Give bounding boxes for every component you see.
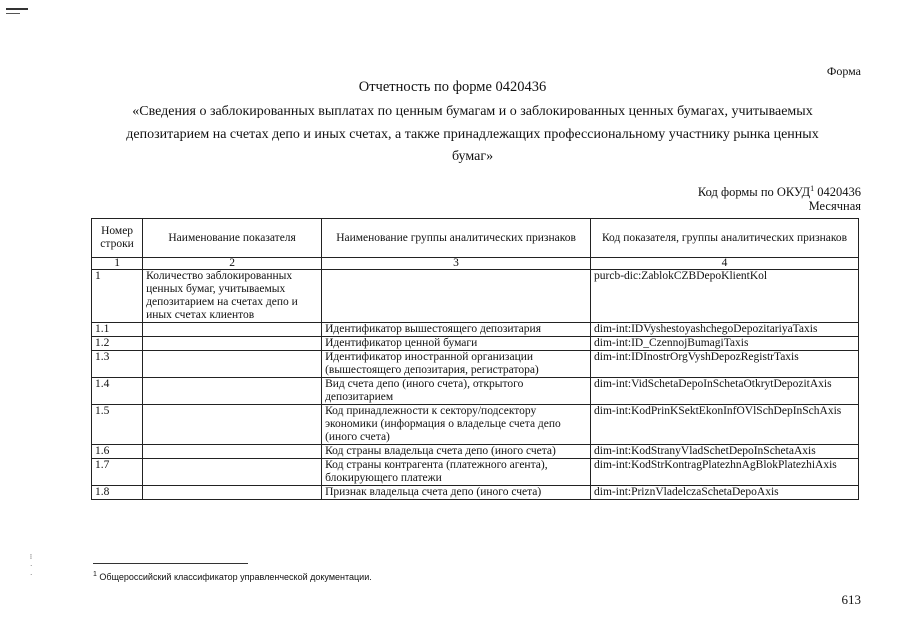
row-number: 1.1 [92, 323, 143, 337]
okud-code-line [698, 181, 861, 200]
footnote-divider [93, 563, 248, 564]
periodicity: Месячная [808, 199, 861, 213]
row-indicator [143, 459, 322, 486]
row-group: Идентификатор иностранной организации (вышестоящего депозитария, регистратора) [322, 351, 591, 378]
header-indicator-name: Наименование показателя [143, 219, 322, 258]
row-code: dim-int:PriznVladelczaSchetaDepoAxis [591, 486, 859, 500]
header-code: Код показателя, группы аналитических признаков [591, 219, 859, 258]
report-title: Отчетность по форме 0420436 [358, 79, 547, 95]
row-code: dim-int:ID_CzennojBumagiTaxis [591, 337, 859, 351]
row-code: dim-int:KodPrinKSektEkonInfOVlSchDepInSchAxis [591, 405, 859, 445]
row-code: dim-int:KodStrKontragPlatezhnAgBlokPlatezhiAxis [591, 459, 859, 486]
footnote-text: Общероссийский классификатор управленческой документации. [99, 572, 372, 582]
okud-code: 0420436 [817, 185, 861, 200]
row-number: 1.3 [92, 351, 143, 378]
okud-footnote-ref: 1 [810, 184, 815, 193]
table-row [92, 351, 859, 378]
row-indicator: Количество заблокированных ценных бумаг, учитываемых депозитарием на счетах депо и иных счетах клиентов [143, 270, 322, 323]
row-number: 1.6 [92, 445, 143, 459]
row-group: Вид счета депо (иного счета), открытого депозитарием [322, 378, 591, 405]
table-row [92, 405, 859, 445]
row-code: dim-int:KodStranyVladSchetDepoInSchetaAxis [591, 445, 859, 459]
row-indicator [143, 486, 322, 500]
row-number: 1.4 [92, 378, 143, 405]
scan-margin-marks: ⁞ · · [30, 553, 33, 579]
column-number-row [92, 258, 859, 270]
corner-mark [6, 8, 28, 10]
row-number: 1.2 [92, 337, 143, 351]
report-subtitle: «Сведения о заблокированных выплатах по ценным бумагам и о заблокированных ценных бумагах, учитываемых депозитарием на счетах депо и иных счетах, а также принадлежащих профессиональному участнику рынка ценных бумаг» [126, 104, 819, 164]
column-number: 2 [143, 258, 322, 270]
row-group [322, 270, 591, 323]
corner-mark-secondary [6, 13, 20, 14]
table-row [92, 323, 859, 337]
row-code: dim-int:IDInostrOrgVyshDepozRegistrTaxis [591, 351, 859, 378]
row-group: Признак владельца счета депо (иного счета) [322, 486, 591, 500]
report-table [91, 218, 859, 500]
row-indicator [143, 323, 322, 337]
table-row [92, 270, 859, 323]
row-indicator [143, 445, 322, 459]
table-row [92, 445, 859, 459]
column-number: 1 [92, 258, 143, 270]
row-group: Код страны контрагента (платежного агента), блокирующего платежи [322, 459, 591, 486]
row-indicator [143, 351, 322, 378]
column-number: 3 [322, 258, 591, 270]
row-group: Код страны владельца счета депо (иного счета) [322, 445, 591, 459]
row-number: 1.5 [92, 405, 143, 445]
row-indicator [143, 405, 322, 445]
row-number: 1.7 [92, 459, 143, 486]
form-label: Форма [826, 64, 861, 78]
header-group-name: Наименование группы аналитических признаков [322, 219, 591, 258]
table-header-row [92, 219, 859, 258]
okud-prefix: Код формы по ОКУД [697, 185, 811, 200]
page-number: 613 [841, 592, 861, 607]
table-row [92, 486, 859, 500]
row-indicator [143, 337, 322, 351]
row-code: dim-int:IDVyshestoyashchegoDepozitariyaTaxis [591, 323, 859, 337]
row-number: 1 [92, 270, 143, 323]
column-number: 4 [591, 258, 859, 270]
footnote-ref: 1 [93, 571, 97, 578]
row-number: 1.8 [92, 486, 143, 500]
table-row [92, 459, 859, 486]
footnote [93, 571, 372, 582]
table-row [92, 378, 859, 405]
row-group: Код принадлежности к сектору/подсектору экономики (информация о владельце счета депо (иного счета) [322, 405, 591, 445]
row-indicator [143, 378, 322, 405]
row-group: Идентификатор ценной бумаги [322, 337, 591, 351]
row-code: purcb-dic:ZablokCZBDepoKlientKol [591, 270, 859, 323]
row-group: Идентификатор вышестоящего депозитария [322, 323, 591, 337]
table-row [92, 337, 859, 351]
row-code: dim-int:VidSchetaDepoInSchetaOtkrytDepozitAxis [591, 378, 859, 405]
header-row-number: Номер строки [92, 219, 143, 258]
